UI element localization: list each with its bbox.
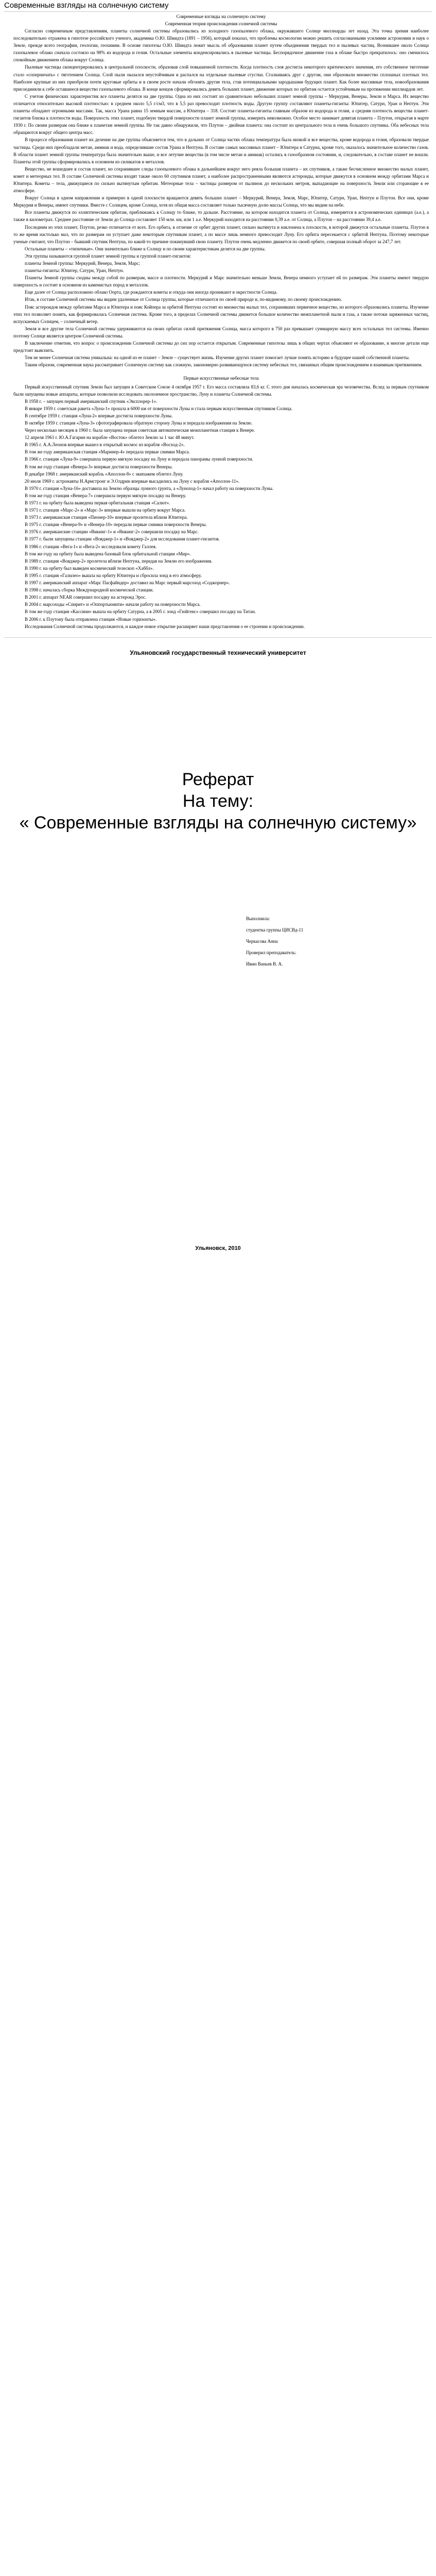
paragraph: Остальные планеты – «типичные». Они значительно ближе к Солнцу и по своим характеристикам делятся на две группы. bbox=[25, 246, 266, 251]
page-divider bbox=[4, 637, 432, 638]
history-item: В 1997 г. американский аппарат «Марс Пасфайндер» доставил на Марс первый марсоход «Соджорнер». bbox=[25, 580, 230, 586]
history-item: В 1989 г. станция «Вояджер-2» пролетела вблизи Нептуна, передав на Землю его изображения. bbox=[25, 558, 213, 564]
history-item: В 2001 г. аппарат NEAR совершил посадку на астероид Эрос. bbox=[25, 595, 147, 600]
article-subtitle: Современные взгляды на солнечную систему bbox=[176, 14, 266, 19]
paragraph: Эти группы называются группой планет земной группы и группой планет-гигантов: bbox=[25, 253, 191, 259]
topic-label: На тему: bbox=[182, 791, 254, 811]
history-item: В том же году станция «Венера-7» совершила первую мягкую посадку на Венеру. bbox=[25, 493, 186, 498]
history-item: В 1975 г. станции «Венера-9» и «Венера-10» передали первые снимки поверхности Венеры. bbox=[25, 522, 207, 528]
history-item: В 1973 г. американская станция «Пионер-10» впервые пролетела вблизи Юпитера. bbox=[25, 515, 188, 520]
history-item: В 1965 г. А.А.Леонов впервые вышел в открытый космос из корабля «Восход-2». bbox=[25, 442, 185, 448]
planet-groups-list bbox=[13, 260, 429, 274]
history-item: В 1971 г. на орбиту была выведена первая орбитальная станция «Салют». bbox=[25, 500, 170, 505]
paragraph: В заключение отметим, что вопрос о происхождении Солнечной системы до сих пор остается открытым. Современные гипотезы лишь в общих чертах объясняют ее образование, и многие детали еще предстоит выяснить. bbox=[13, 341, 429, 353]
history-item: В 2004 г. марсоходы «Спирит» и «Оппортьюнити» начали работу на поверхности Марса. bbox=[25, 602, 201, 607]
signature-line: Ивин Ваньев В. А. bbox=[246, 961, 283, 967]
history-item: В 1977 г. были запущены станции «Вояджер-1» и «Вояджер-2» для исследования планет-гигантов. bbox=[25, 536, 220, 542]
report-word: Реферат bbox=[182, 769, 254, 789]
history-item: В том же году американская станция «Маринер-4» передала первые снимки Марса. bbox=[25, 449, 190, 455]
history-item: В 1986 г. станции «Вега-1» и «Вега-2» исследовали комету Галлея. bbox=[25, 544, 157, 549]
city-year: Ульяновск, 2010 bbox=[195, 1245, 241, 1251]
history-item: В 1966 г. станция «Луна-9» совершила первую мягкую посадку на Луну и передала панорамы лунной поверхности. bbox=[25, 456, 253, 462]
paragraph: Вокруг Солнца в одном направлении и примерно в одной плоскости вращаются девять больших планет – Меркурий, Венера, Земля, Марс, Юпитер, Сатурн, Уран, Нептун и Плутон. Все они, кроме Меркурия и Венеры, имеют спутники. Вместе с Солнцем, кроме Солнца, хотя их общая масса составляет только тысячную долю массы Солнца, что мы видим на небе. bbox=[13, 195, 429, 208]
university-name: Ульяновский государственный технический университет bbox=[130, 649, 306, 656]
history-item: В 1970 г. станция «Луна-16» доставила на Землю образцы лунного грунта, а «Луноход-1» начал работу на поверхности Луны. bbox=[25, 485, 274, 491]
document-title: Современные взгляды на солнечную систему bbox=[4, 0, 432, 12]
report-topic: « Современные взгляды на солнечную систему» bbox=[19, 812, 417, 833]
history-item: В 1990 г. на орбиту был выведен космический телескоп «Хаббл». bbox=[25, 565, 154, 571]
history-item: В январе 1959 г. советская ракета «Луна-1» прошла в 6000 км от поверхности Луны и стала первым искусственным спутником Солнца. bbox=[25, 405, 292, 411]
history-item: В октябре 1959 г. станция «Луна-3» сфотографировала обратную сторону Луны и передала изображения на Землю. bbox=[25, 420, 253, 426]
paragraph: Еще далее от Солнца расположено облако Оорта, где рождаются кометы и откуда они иногда проникают в окрестности Солнца. bbox=[25, 290, 277, 295]
signature-line: Черкасова Анна bbox=[246, 938, 278, 944]
page bbox=[0, 0, 436, 1256]
report-title bbox=[4, 769, 432, 834]
cover-page bbox=[4, 645, 432, 1256]
signature-line: Выполнила: bbox=[246, 916, 270, 921]
signature-block bbox=[246, 913, 303, 970]
history-list bbox=[13, 398, 429, 630]
signature-line: студентка группы ЦИСВд-11 bbox=[246, 927, 304, 933]
history-item: В 2006 г. к Плутону была отправлена станция «Новые горизонты». bbox=[25, 616, 157, 622]
history-item: В 1995 г. станция «Галилео» вышла на орбиту Юпитера и сбросила зонд в его атмосферу. bbox=[25, 572, 202, 578]
paragraph: В процессе образования планет их деление на две группы объясняется тем, что в дальних от Солнца частях облака температура была низкой и все вещества, кроме водорода и гелия, образовали твердые частицы. Среди них преобладали метан, аммиак и вода, определившие состав Урана и Нептуна. В составе самых массивных планет – Юпитера и Сатурна, кроме того, оказалось значительное количество газов. В области планет земной группы температура была значительно выше, и все летучие вещества (в том числе метан и аммиак) остались в газообразном состоянии, и, следовательно, в составе планет не вошли. Планеты этой группы сформировались в основном из силикатов и металлов. bbox=[13, 137, 429, 164]
history-item: Через несколько месяцев в 1960 г. была запущена первая советская автоматическая межпланетная станция к Венере. bbox=[25, 428, 255, 433]
paragraph: Таким образом, современная наука рассматривает Солнечную систему как сложную, закономерно развивающуюся систему небесных тел, связанных общим происхождением и взаимным притяжением. bbox=[25, 362, 423, 368]
paragraph: Согласно современным представлениям, планеты солнечной системы образовались из холодного газопылевого облака, окружавшего Солнце миллиарды лет назад. Эта точка зрения наиболее последовательно отражена в гипотезе российского ученого, академика О.Ю. Шмидта (1891 – 1956), который показал, что проблемы космологии можно решить согласованными усилиями астрономии и наук о Земле, прежде всего географии, геологии, геохимии. В основе гипотезы О.Ю. Шмидта лежит мысль об образовании планет путем объединения твердых тел и пылевых частиц. Возникшее около Солнца газопылевое облако сначала состояло на 98% из водорода и гелия. Остальные элементы конденсировались в пылевые частицы. Беспорядочное движение газа в облаке быстро прекратилось: оно сменилось спокойным движением облака вокруг Солнца. bbox=[13, 28, 429, 63]
paragraph: Тем не менее Солнечная система уникальна: на одной из ее планет – Земле – существует жизнь. Изучение других планет помогает лучше понять историю и будущее нашей собственной планеты. bbox=[25, 355, 410, 361]
paragraph: Первый искусственный спутник Земли был запущен в Советском Союзе 4 октября 1957 г. Его масса составляла 83,6 кг. С этого дня началась космическая эра человечества. Вслед за первым спутником были запущены новые аппараты, которые позволили исследовать околоземное пространство, Луну и планеты Солнечной системы. bbox=[13, 384, 429, 397]
signature-line: Проверил преподаватель: bbox=[246, 950, 297, 955]
paragraph: Пылевые частицы сконцентрировались в центральной плоскости, образовав слой повышенной плотности. Когда плотность слоя достигла некоторого критического значения, его собственное тяготение стало «соперничать» с тяготением Солнца. Слой пыли оказался неустойчивым и распался на отдельные пылевые сгустки. Сталкиваясь друг с другом, они образовали множество сплошных плотных тел. Наиболее крупные из них приобрели почти круговые орбиты и в своем росте начали обгонять другие тела, став потенциальными зародышами будущих планет. Как более массивные тела, новообразования присоединяли к себе оставшееся вещество газопылевого облака. В конце концов сформировались девять больших планет, движение которых по орбитам остается устойчивым на протяжении миллиардов лет. bbox=[13, 64, 429, 92]
paragraph: С учетом физических характеристик все планеты делятся на две группы. Одна из них состоит из сравнительно небольших планет земной группы – Меркурия, Венеры, Земли и Марса. Их вещество отличается относительно высокой плотностью: в среднем около 5,5 г/см3, что в 5,5 раз превосходит плотность воды. Другую группу составляют планеты-гиганты: Юпитер, Сатурн, Уран и Нептун. Эти планеты обладают огромными массами. Так, масса Урана равна 15 земным массам, а Юпитера – 318. Состоят планеты-гиганты главным образом из водорода и гелия, а средняя плотность вещества планет-гигантов близка к плотности воды. Поверхность этих планет, подобную твердой поверхности планет земной группы, измерить невозможно. Особое место занимает девятая планета – Плутон, открытая в марте 1930 г. По своим размерам она ближе к планетам земной группы. Не так давно обнаружили, что Плутон – двойная планета: она состоит из центрального тела и очень большого спутника. Оба небесных тела обращаются вокруг общего центра масс. bbox=[13, 93, 429, 135]
history-item: В декабре 1968 г. американский корабль «Аполлон-8» с экипажем облетел Луну. bbox=[25, 471, 184, 477]
paragraph: Все планеты движутся по эллиптическим орбитам, приближаясь к Солнцу то ближе, то дальше. Расстояние, на котором находится планета от Солнца, измеряется в астрономических единицах (а.е.), а также в километрах. Среднее расстояние от Земли до Солнца составляет 150 млн. км, или 1 а.е. Меркурий находится на расстоянии 0,39 а.е. от Солнца, а Плутон – на расстоянии 39,4 а.е. bbox=[13, 210, 429, 223]
paragraph: Последним из этих планет, Плутон, резко отличается от всех. Его орбита, в отличие от орбит других планет, сильно вытянута и наклонена к плоскости, в которой движутся остальные планеты. Плутон в то же время настолько мал, что по размерам он уступает даже некоторым спутникам планет, а по массе лишь немного превосходит Луну. Его орбита пересекается с орбитой Нептуна. Поэтому некоторые ученые считают, что Плутон – бывший спутник Нептуна, по какой-то причине покинувший свою планету. Плутон очень медленно движется по своей орбите, совершая полный оборот за 247,7 лет. bbox=[13, 224, 429, 244]
history-item: В том же году станция «Кассини» вышла на орбиту Сатурна, а в 2005 г. зонд «Гюйгенс» совершил посадку на Титан. bbox=[25, 609, 256, 615]
list-item: планеты Земной группы: Меркурий, Венера, Земля, Марс; bbox=[25, 261, 140, 266]
history-item: 20 июля 1969 г. астронавты Н.Армстронг и Э.Олдрин впервые высадились на Луну с корабля «Аполлон-11». bbox=[25, 478, 240, 484]
history-item: Исследования Солнечной системы продолжаются, и каждое новое открытие расширяет наши представления о ее строении и происхождении. bbox=[25, 623, 305, 629]
paragraph: Планеты Земной группы сходны между собой по размерам, массе и плотности. Меркурий и Марс значительно меньше Земли, Венера немного уступает ей по размерам. Эти планеты имеют твердую поверхность и состоят в основном из каменистых пород и металлов. bbox=[13, 275, 429, 288]
paragraph: Итак, в составе Солнечной системы мы видим удаленные от Солнца группы, которые отличаются по своей природе и, по-видимому, по своему происхождению. bbox=[25, 297, 342, 302]
history-item: В 1998 г. началась сборка Международной космической станции. bbox=[25, 587, 154, 593]
paragraph: Вещество, не вошедшее в состав планет, но сохранившее следы газопылевого облака в дальнейшем вокруг него реяла большая планета – их спутников, а также бесчисленное множество малых планет, комет и метеорных тел. В составе Солнечной системы входят также около 60 спутников планет, а наиболее распространенными являются астероиды, которые движутся в основном между орбитами Марса и Юпитера. Кометы – тела, движущиеся по сильно вытянутым орбитам. Метеорные тела – частицы размером от пылинок до нескольких метров, выпадающие на поверхность Земли или сгорающие в ее атмосфере. bbox=[13, 166, 429, 194]
paragraph: Пояс астероидов между орбитами Марса и Юпитера и пояс Койпера за орбитой Нептуна состоят из множества малых тел, сохранивших первичное вещество, из которого образовались планеты. Изучение этих тел позволяет понять, как формировалась Солнечная система. Кроме того, в пределах Солнечной системы движется большое количество межпланетной пыли и газа, а также потоки заряженных частиц, испускаемых Солнцем, – солнечный ветер. bbox=[13, 304, 429, 324]
article bbox=[4, 13, 432, 630]
history-item: В сентябре 1959 г. станция «Луна-2» впервые достигла поверхности Луны. bbox=[25, 413, 173, 418]
history-item: В 1971 г. станции «Марс-2» и «Марс-3» впервые вышли на орбиту вокруг Марса. bbox=[25, 507, 186, 513]
section-title: Современная теория происхождения солнечной системы bbox=[165, 21, 277, 26]
history-item: В том же году на орбиту была выведена базовый блок орбитальной станции «Мир». bbox=[25, 551, 191, 556]
history-item: 12 апреля 1961 г. Ю.А.Гагарин на корабле «Восток» облетел Землю за 1 час 48 минут. bbox=[25, 435, 195, 440]
history-item: В том же году станция «Венера-3» впервые достигла поверхности Венеры. bbox=[25, 464, 173, 469]
history-item: В 1958 г. – запущен первый американский спутник «Эксплорер-1». bbox=[25, 398, 158, 404]
section-heading: Первые искусственные небесные тела bbox=[183, 376, 259, 381]
paragraph: Земля и все другие тела Солнечной системы удерживаются на своих орбитах силой притяжения Солнца, масса которого в 750 раз превышает суммарную массу всех остальных тел системы. Именно поэтому Солнце является центром Солнечной системы. bbox=[13, 326, 429, 338]
list-item: планеты-гиганты: Юпитер, Сатурн, Уран, Нептун. bbox=[25, 268, 124, 274]
history-item: В 1976 г. американские станции «Викинг-1» и «Викинг-2» совершили посадку на Марс. bbox=[25, 529, 199, 535]
